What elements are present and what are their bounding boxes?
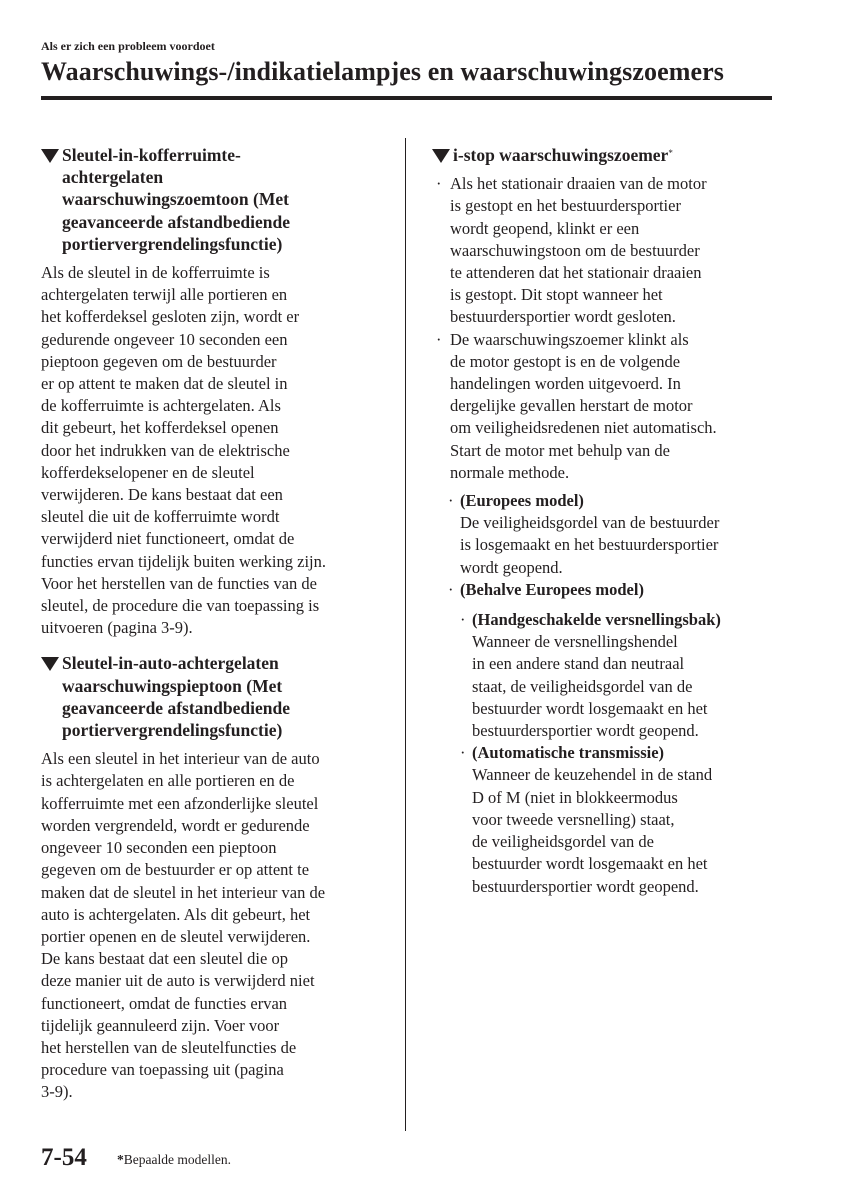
section-heading-istop — [432, 144, 777, 166]
page-number: 7-54 — [41, 1144, 87, 1171]
column-divider — [405, 138, 406, 1131]
triangle-marker-icon — [432, 149, 450, 163]
body-line: het kofferdeksel gesloten zijn, wordt er — [41, 307, 300, 327]
title-rule — [41, 96, 772, 100]
body-line: pieptoon gegeven om de bestuurder — [41, 351, 277, 371]
body-line: De kans bestaat dat een sleutel die op — [41, 949, 288, 969]
body-line: bestuurder wordt losgemaakt en het — [472, 698, 708, 718]
sub-item-non-european-model — [432, 579, 777, 601]
heading-line: waarschuwingspieptoon (Met — [62, 675, 283, 696]
page-title: Waarschuwings-/indikatielampjes en waarschuwingszoemers — [41, 57, 724, 86]
body-line: kofferdekselopener en de sleutel — [41, 462, 255, 482]
bullet-dot-icon: · — [448, 579, 454, 599]
body-line: Wanneer de keuzehendel in de stand — [472, 765, 713, 785]
body-line: wordt geopend. — [460, 557, 563, 577]
body-line: wordt geopend, klinkt er een — [450, 218, 640, 238]
body-line: 3-9). — [41, 1082, 73, 1102]
body-line: worden vergrendeld, wordt er gedurende — [41, 815, 310, 835]
body-line: Start de motor met behulp van de — [450, 440, 670, 460]
body-line: deze manier uit de auto is verwijderd niet — [41, 971, 315, 991]
heading-line: geavanceerde afstandbediende — [62, 697, 290, 718]
body-line: bestuurdersportier wordt geopend. — [472, 876, 699, 896]
body-line: sleutel die uit de kofferruimte wordt — [41, 507, 280, 527]
right-column — [432, 144, 777, 898]
body-line: tijdelijk geannuleerd zijn. Voer voor — [41, 1015, 280, 1035]
body-line: gedurende ongeveer 10 seconden een — [41, 329, 288, 349]
sub-item-label: (Automatische transmissie) — [472, 743, 665, 763]
body-line: Als het stationair draaien van de motor — [450, 174, 707, 194]
section-body-key-in-car — [41, 748, 391, 1103]
heading-line: achtergelaten — [62, 167, 164, 188]
body-line: functies ervan tijdelijk buiten werking zijn. — [41, 551, 327, 571]
body-line: het herstellen van de sleutelfuncties de — [41, 1037, 297, 1057]
body-line: gegeven om de bestuurder er op attent te — [41, 860, 310, 880]
body-line: Voor het herstellen van de functies van de — [41, 573, 317, 593]
footnote-mark: * — [668, 148, 673, 158]
body-line: Als de sleutel in de kofferruimte is — [41, 263, 270, 283]
bullet-dot-icon: · — [460, 610, 466, 630]
body-line: maken dat de sleutel in het interieur van de — [41, 882, 326, 902]
bullet-dot-icon: · — [460, 743, 466, 763]
body-line: bestuurdersportier wordt geopend. — [472, 721, 699, 741]
body-line: ongeveer 10 seconden een pieptoon — [41, 838, 277, 858]
body-line: om veiligheidsredenen niet automatisch. — [450, 418, 717, 438]
footnote-mark: * — [117, 1152, 124, 1167]
body-line: handelingen worden uitgevoerd. In — [450, 374, 681, 394]
running-head: Als er zich een probleem voordoet — [41, 39, 215, 53]
triangle-marker-icon — [41, 149, 59, 163]
bullet-dot-icon: · — [448, 491, 454, 511]
body-line: er op attent te maken dat de sleutel in — [41, 374, 288, 394]
body-line: de veiligheidsgordel van de — [472, 832, 654, 852]
body-line: de motor gestopt is en de volgende — [450, 351, 681, 371]
bullet-item — [432, 173, 777, 328]
section-heading-key-in-trunk — [41, 144, 391, 255]
body-line: D of M (niet in blokkeermodus — [472, 787, 678, 807]
body-line: portier openen en de sleutel verwijderen. — [41, 926, 311, 946]
sub-item-label: (Behalve Europees model) — [460, 579, 644, 599]
body-line: bestuurdersportier wordt gesloten. — [450, 307, 676, 327]
heading-line: portiervergrendelingsfunctie) — [62, 233, 283, 254]
heading-line: geavanceerde afstandbediende — [62, 211, 290, 232]
body-line: dergelijke gevallen herstart de motor — [450, 396, 693, 416]
body-line: procedure van toepassing uit (pagina — [41, 1060, 284, 1080]
body-line: auto is achtergelaten. Als dit gebeurt, het — [41, 904, 311, 924]
bullet-item — [432, 329, 777, 484]
body-line: dit gebeurt, het kofferdeksel openen — [41, 418, 279, 438]
section-heading-key-in-car — [41, 652, 391, 741]
heading-line: Sleutel-in-kofferruimte- — [62, 145, 241, 165]
body-line: de kofferruimte is achtergelaten. Als — [41, 396, 281, 416]
body-line: te attenderen dat het stationair draaien — [450, 263, 702, 283]
sub-item-automatic-transmission — [432, 742, 777, 897]
heading-line: portiervergrendelingsfunctie) — [62, 720, 283, 741]
left-column — [41, 144, 391, 1104]
heading-line: Sleutel-in-auto-achtergelaten — [62, 653, 279, 674]
footnote — [117, 1151, 231, 1169]
body-line: functioneert, omdat de functies ervan — [41, 993, 288, 1013]
body-line: bestuurder wordt losgemaakt en het — [472, 854, 708, 874]
bullet-dot-icon: · — [436, 174, 442, 194]
sub-item-label: (Handgeschakelde versnellingsbak) — [472, 610, 721, 630]
body-line: waarschuwingstoon om de bestuurder — [450, 240, 700, 260]
sub-item-european-model — [432, 490, 777, 579]
body-line: De waarschuwingszoemer klinkt als — [450, 329, 689, 349]
body-line: is gestopt. Dit stopt wanneer het — [450, 285, 663, 305]
section-body-key-in-trunk — [41, 262, 391, 639]
body-line: is gestopt en het bestuurdersportier — [450, 196, 681, 216]
body-line: verwijderen. De kans bestaat dat een — [41, 485, 283, 505]
heading-line: waarschuwingszoemtoon (Met — [62, 189, 289, 210]
sub-item-manual-transmission — [432, 609, 777, 742]
bullet-dot-icon: · — [436, 329, 442, 349]
body-line: voor tweede versnelling) staat, — [472, 809, 675, 829]
body-line: uitvoeren (pagina 3-9). — [41, 618, 193, 638]
body-line: kofferruimte met een afzonderlijke sleutel — [41, 793, 319, 813]
triangle-marker-icon — [41, 657, 59, 671]
body-line: achtergelaten terwijl alle portieren en — [41, 285, 288, 305]
body-line: staat, de veiligheidsgordel van de — [472, 676, 693, 696]
body-line: door het indrukken van de elektrische — [41, 440, 290, 460]
body-line: is achtergelaten en alle portieren en de — [41, 771, 295, 791]
sub-item-label: (Europees model) — [460, 491, 584, 511]
body-line: Als een sleutel in het interieur van de auto — [41, 749, 320, 769]
body-line: De veiligheidsgordel van de bestuurder — [460, 513, 720, 533]
body-line: Wanneer de versnellingshendel — [472, 632, 678, 652]
footnote-text: Bepaalde modellen. — [123, 1152, 231, 1167]
body-line: normale methode. — [450, 462, 570, 482]
body-line: is losgemaakt en het bestuurdersportier — [460, 535, 719, 555]
body-line: verwijderd niet functioneert, omdat de — [41, 529, 295, 549]
body-line: in een andere stand dan neutraal — [472, 654, 685, 674]
body-line: sleutel, de procedure die van toepassing is — [41, 596, 320, 616]
heading-text: i-stop waarschuwingszoemer — [453, 145, 669, 165]
